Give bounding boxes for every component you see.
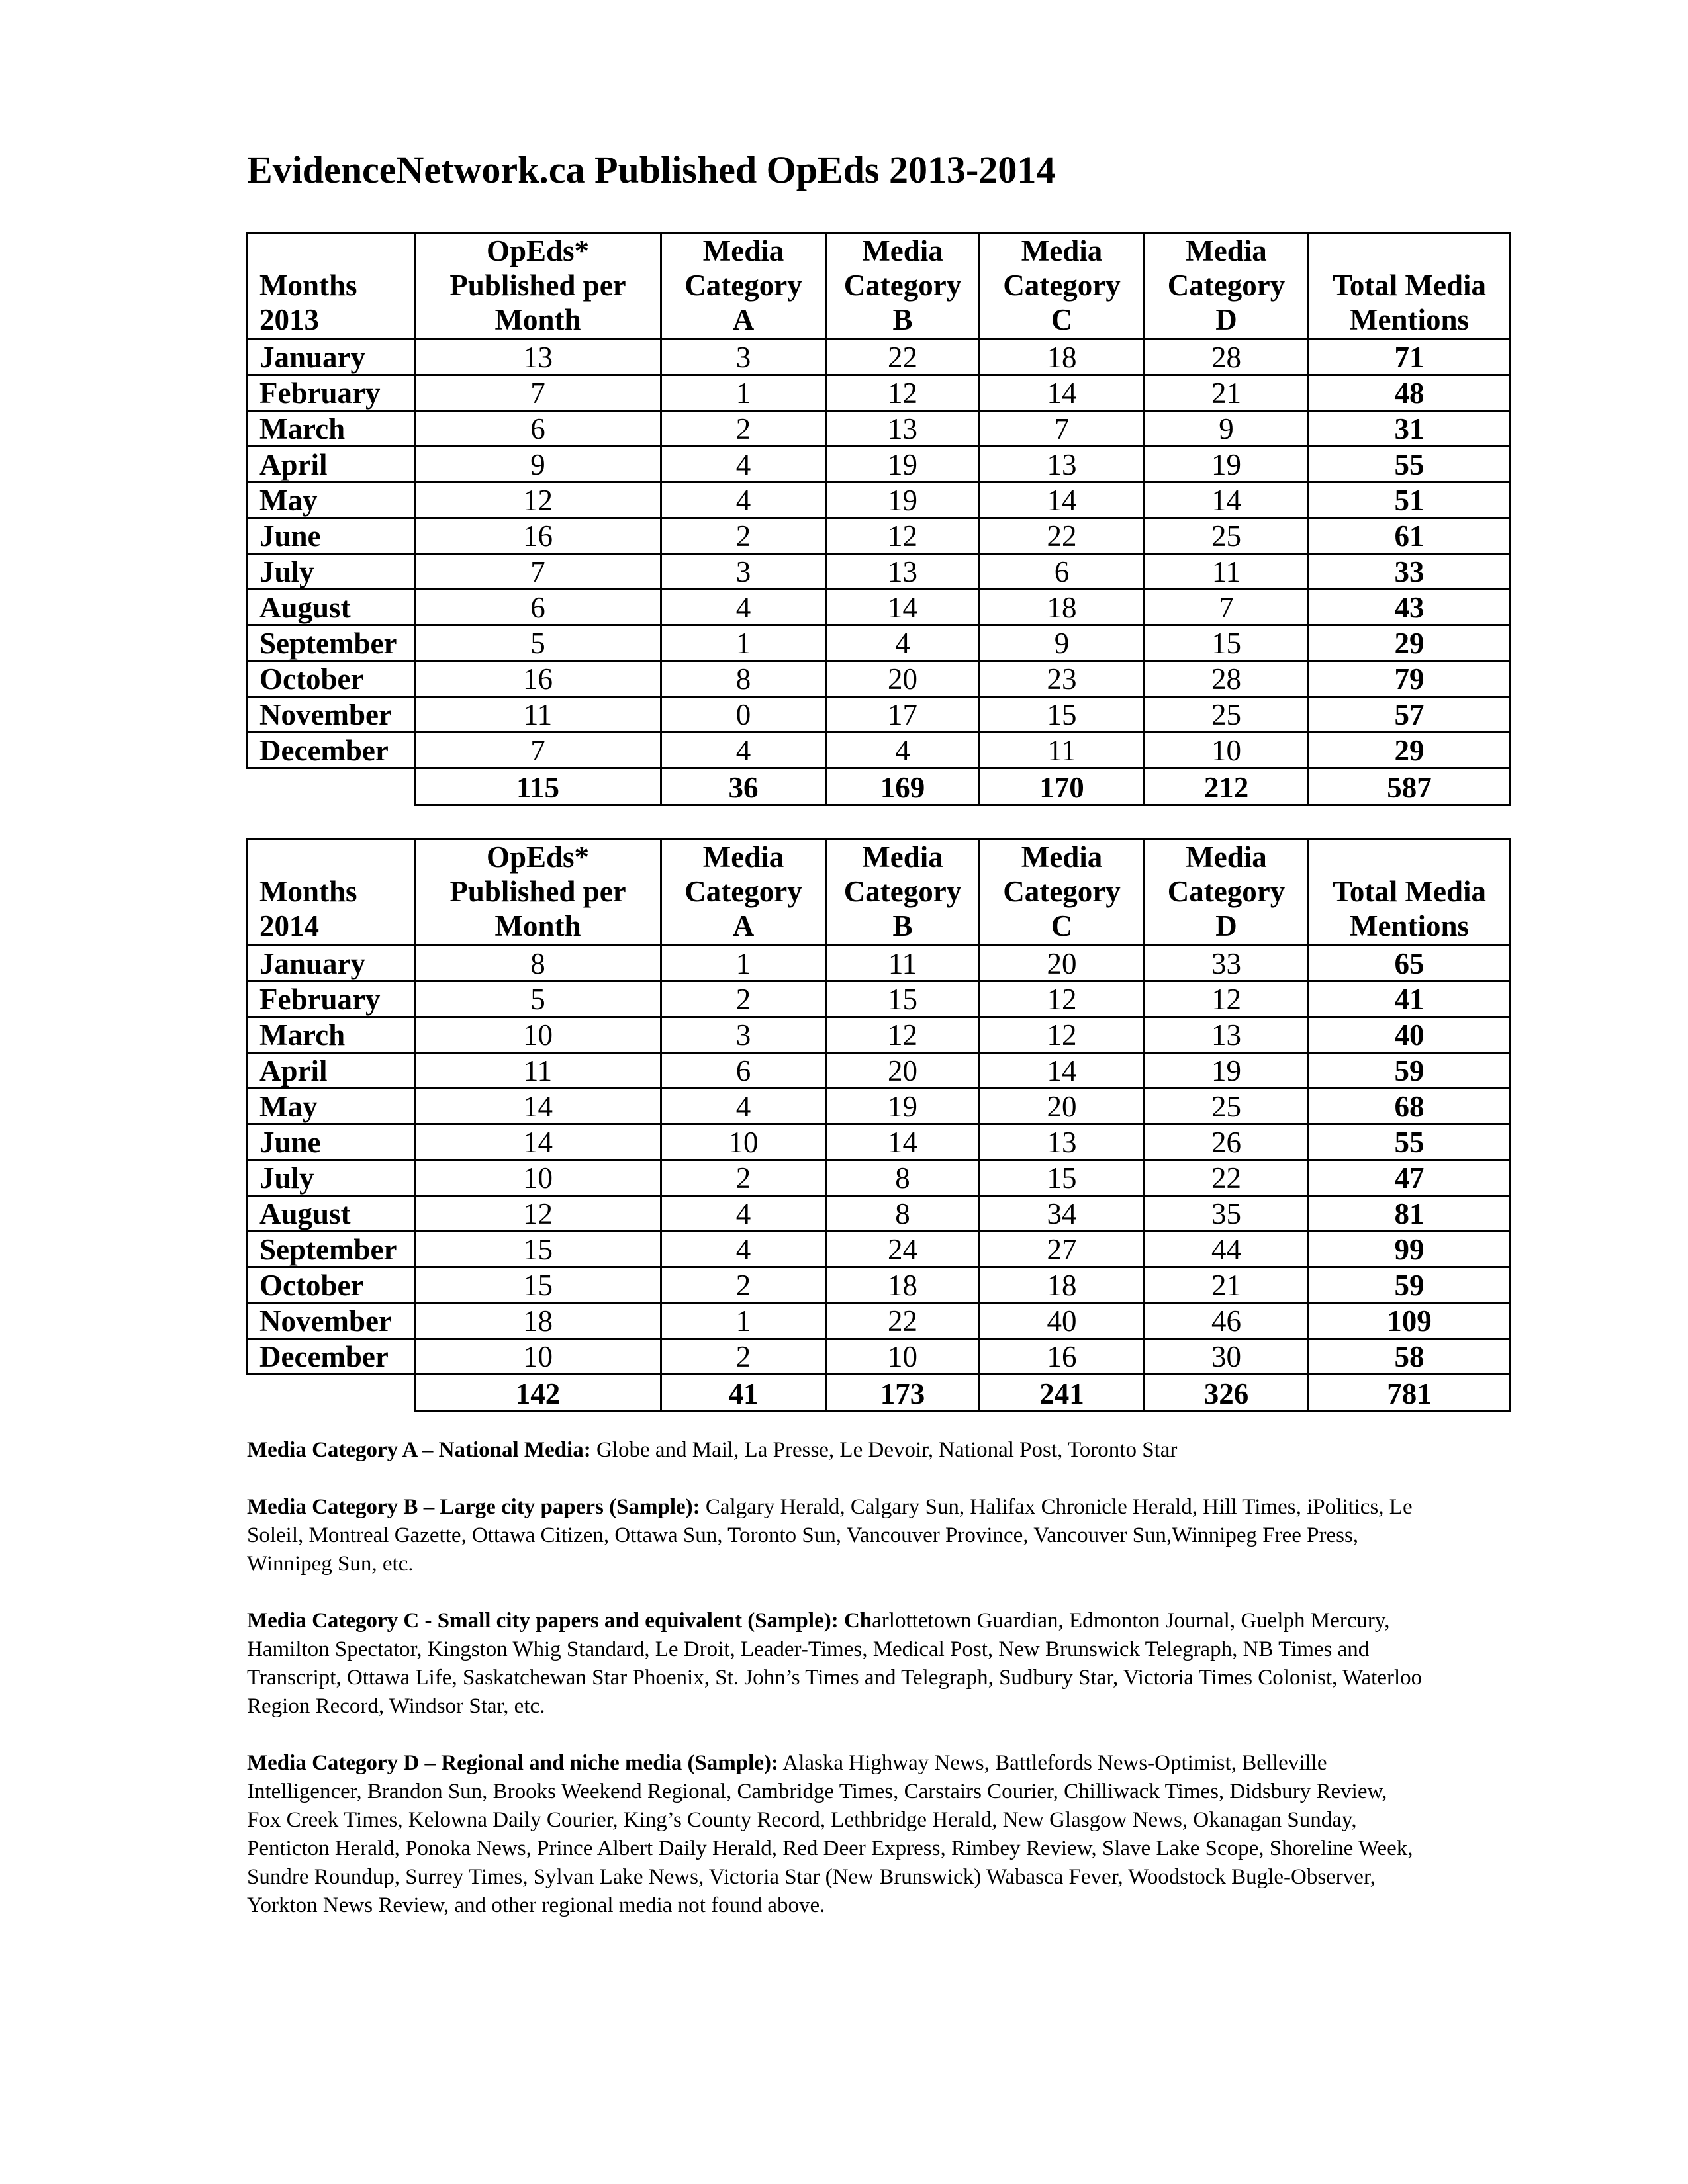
- total-category-b-cell: 169: [826, 768, 980, 805]
- total-category-b-cell: 173: [826, 1375, 980, 1412]
- category-d-cell: 25: [1145, 1089, 1309, 1124]
- category-b-cell: 14: [826, 1124, 980, 1160]
- category-a-cell: 2: [661, 1160, 826, 1196]
- category-d-cell: 22: [1145, 1160, 1309, 1196]
- category-d-cell: 15: [1145, 625, 1309, 661]
- category-b-cell: 19: [826, 447, 980, 482]
- table-row: [247, 946, 1511, 981]
- category-c-header: [980, 233, 1145, 340]
- page-title: EvidenceNetwork.ca Published OpEds 2013-2014: [247, 148, 1056, 191]
- table-row: [247, 1160, 1511, 1196]
- note-label: Media Category C - Small city papers and equivalent (Sample): Ch: [247, 1609, 872, 1633]
- category-d-cell: 28: [1145, 340, 1309, 375]
- category-b-cell: 13: [826, 411, 980, 447]
- category-d-cell: 21: [1145, 1267, 1309, 1303]
- totals-row: [247, 768, 1511, 805]
- opeds-cell: 7: [415, 554, 661, 590]
- opeds-cell: 7: [415, 733, 661, 768]
- category-b-cell: 20: [826, 661, 980, 697]
- month-cell: December: [247, 1339, 415, 1375]
- opeds-header: [415, 839, 661, 946]
- header-line: Category: [843, 875, 962, 908]
- category-b-cell: 14: [826, 590, 980, 625]
- table-row: [247, 411, 1511, 447]
- header-line: B: [892, 303, 913, 336]
- category-c-cell: 12: [980, 981, 1145, 1017]
- category-d-cell: 21: [1145, 375, 1309, 411]
- category-d-cell: 19: [1145, 447, 1309, 482]
- category-a-header: [661, 839, 826, 946]
- table-row: [247, 733, 1511, 768]
- category-a-cell: 1: [661, 946, 826, 981]
- category-a-cell: 4: [661, 447, 826, 482]
- month-cell: January: [247, 946, 415, 981]
- total-total-mentions-cell: 781: [1309, 1375, 1511, 1412]
- header-line: Category: [684, 269, 802, 302]
- category-b-cell: 10: [826, 1339, 980, 1375]
- month-cell: May: [247, 1089, 415, 1124]
- table-row: [247, 375, 1511, 411]
- total-category-a-cell: 36: [661, 768, 826, 805]
- total-mentions-cell: 65: [1309, 946, 1511, 981]
- category-d-cell: 12: [1145, 981, 1309, 1017]
- opeds-cell: 5: [415, 981, 661, 1017]
- category-d-cell: 10: [1145, 733, 1309, 768]
- category-d-cell: 19: [1145, 1053, 1309, 1089]
- opeds-cell: 11: [415, 697, 661, 733]
- category-d-cell: 25: [1145, 697, 1309, 733]
- media-category-notes: [247, 1436, 1425, 1948]
- category-c-cell: 40: [980, 1303, 1145, 1339]
- header-line: OpEds*: [486, 841, 590, 874]
- opeds-cell: 11: [415, 1053, 661, 1089]
- category-d-cell: 28: [1145, 661, 1309, 697]
- header-line: Months: [259, 875, 357, 908]
- total-mentions-cell: 99: [1309, 1232, 1511, 1267]
- category-c-cell: 20: [980, 946, 1145, 981]
- category-a-cell: 4: [661, 1196, 826, 1232]
- category-c-cell: 15: [980, 697, 1145, 733]
- category-a-cell: 4: [661, 733, 826, 768]
- opeds-cell: 10: [415, 1339, 661, 1375]
- note-label: Media Category A – National Media:: [247, 1438, 591, 1462]
- total-mentions-cell: 79: [1309, 661, 1511, 697]
- category-a-cell: 4: [661, 1089, 826, 1124]
- category-b-cell: 18: [826, 1267, 980, 1303]
- total-mentions-cell: 29: [1309, 625, 1511, 661]
- category-c-cell: 20: [980, 1089, 1145, 1124]
- header-line: Media: [862, 841, 943, 874]
- total-mentions-cell: 43: [1309, 590, 1511, 625]
- total-mentions-cell: 40: [1309, 1017, 1511, 1053]
- header-line: Category: [843, 269, 962, 302]
- total-mentions-cell: 41: [1309, 981, 1511, 1017]
- opeds-cell: 10: [415, 1017, 661, 1053]
- header-row: [247, 233, 1511, 340]
- header-line: Media: [1021, 841, 1103, 874]
- total-mentions-cell: 59: [1309, 1053, 1511, 1089]
- header-line: Category: [684, 875, 802, 908]
- totals-label-blank: [247, 768, 415, 805]
- note-category-d: [247, 1749, 1425, 1920]
- table-row: [247, 1196, 1511, 1232]
- opeds-cell: 13: [415, 340, 661, 375]
- category-d-cell: 44: [1145, 1232, 1309, 1267]
- category-d-cell: 46: [1145, 1303, 1309, 1339]
- category-b-cell: 19: [826, 1089, 980, 1124]
- category-a-cell: 4: [661, 482, 826, 518]
- category-c-cell: 7: [980, 411, 1145, 447]
- header-line: A: [732, 303, 755, 336]
- table-row: [247, 981, 1511, 1017]
- opeds-cell: 16: [415, 661, 661, 697]
- note-text: Globe and Mail, La Presse, Le Devoir, National Post, Toronto Star: [590, 1438, 1178, 1462]
- table-row: [247, 482, 1511, 518]
- category-d-cell: 25: [1145, 518, 1309, 554]
- category-c-cell: 11: [980, 733, 1145, 768]
- category-a-cell: 8: [661, 661, 826, 697]
- total-mentions-cell: 55: [1309, 447, 1511, 482]
- category-c-cell: 6: [980, 554, 1145, 590]
- note-text: arlottetown Guardian, Edmonton Journal, Guelph Mercury, Hamilton Spectator, Kingston Whig Standard, Le Droit, Leader-Times, Medical Post, New Brunswick Telegraph, NB Times and Transcript, Ottawa Life, Saskatchewan Star Phoenix, St. John’s Times and Telegraph, Sudbury Star, Victoria Times Colonist, Waterloo Region Record, Windsor Star, etc.: [247, 1609, 1423, 1718]
- header-line: Month: [494, 909, 581, 942]
- table-row: [247, 1232, 1511, 1267]
- month-cell: May: [247, 482, 415, 518]
- category-b-header: [826, 233, 980, 340]
- category-c-cell: 22: [980, 518, 1145, 554]
- header-row: [247, 839, 1511, 946]
- header-line: D: [1215, 303, 1237, 336]
- oped-table-2014: [246, 838, 1511, 1412]
- category-c-cell: 18: [980, 340, 1145, 375]
- header-line: B: [892, 909, 913, 942]
- total-mentions-cell: 55: [1309, 1124, 1511, 1160]
- total-mentions-cell: 57: [1309, 697, 1511, 733]
- header-line: D: [1215, 909, 1237, 942]
- header-line: Category: [1003, 269, 1121, 302]
- category-d-cell: 9: [1145, 411, 1309, 447]
- total-mentions-header: [1309, 233, 1511, 340]
- table-row: [247, 1089, 1511, 1124]
- table-row: [247, 518, 1511, 554]
- total-opeds-cell: 142: [415, 1375, 661, 1412]
- category-c-cell: 16: [980, 1339, 1145, 1375]
- total-mentions-cell: 68: [1309, 1089, 1511, 1124]
- opeds-cell: 16: [415, 518, 661, 554]
- total-mentions-cell: 61: [1309, 518, 1511, 554]
- category-b-cell: 15: [826, 981, 980, 1017]
- category-b-cell: 12: [826, 518, 980, 554]
- header-line: Published per: [449, 269, 626, 302]
- category-b-cell: 20: [826, 1053, 980, 1089]
- opeds-cell: 8: [415, 946, 661, 981]
- note-category-a: [247, 1436, 1425, 1465]
- months-header: [247, 233, 415, 340]
- category-c-cell: 27: [980, 1232, 1145, 1267]
- category-b-cell: 17: [826, 697, 980, 733]
- table-row: [247, 661, 1511, 697]
- category-a-cell: 3: [661, 554, 826, 590]
- opeds-cell: 9: [415, 447, 661, 482]
- category-b-cell: 8: [826, 1160, 980, 1196]
- header-line: 2014: [259, 909, 319, 942]
- total-mentions-cell: 29: [1309, 733, 1511, 768]
- opeds-cell: 6: [415, 411, 661, 447]
- month-cell: July: [247, 1160, 415, 1196]
- category-d-cell: 33: [1145, 946, 1309, 981]
- month-cell: October: [247, 661, 415, 697]
- category-d-cell: 30: [1145, 1339, 1309, 1375]
- opeds-cell: 12: [415, 482, 661, 518]
- note-text: Calgary Herald, Calgary Sun, Halifax Chronicle Herald, Hill Times, iPolitics, Le Soleil, Montreal Gazette, Ottawa Citizen, Ottawa Sun, Toronto Sun, Vancouver Province, Vancouver Sun,Winnipeg Free Press, Winnipeg Sun, etc.: [247, 1495, 1413, 1576]
- note-label: Media Category D – Regional and niche media (Sample):: [247, 1751, 778, 1775]
- category-c-cell: 13: [980, 447, 1145, 482]
- month-cell: November: [247, 697, 415, 733]
- category-a-cell: 4: [661, 590, 826, 625]
- opeds-cell: 15: [415, 1267, 661, 1303]
- category-b-header: [826, 839, 980, 946]
- category-b-cell: 22: [826, 340, 980, 375]
- header-line: Media: [1021, 234, 1103, 267]
- month-cell: December: [247, 733, 415, 768]
- month-cell: November: [247, 1303, 415, 1339]
- table-row: [247, 697, 1511, 733]
- total-category-c-cell: 170: [980, 768, 1145, 805]
- month-cell: August: [247, 590, 415, 625]
- table-row: [247, 447, 1511, 482]
- header-line: C: [1051, 303, 1073, 336]
- category-d-cell: 7: [1145, 590, 1309, 625]
- month-cell: September: [247, 625, 415, 661]
- month-cell: April: [247, 447, 415, 482]
- total-mentions-cell: 59: [1309, 1267, 1511, 1303]
- table-row: [247, 1303, 1511, 1339]
- category-b-cell: 19: [826, 482, 980, 518]
- opeds-cell: 14: [415, 1124, 661, 1160]
- total-category-d-cell: 326: [1145, 1375, 1309, 1412]
- month-cell: February: [247, 981, 415, 1017]
- category-a-cell: 3: [661, 1017, 826, 1053]
- header-line: Media: [862, 234, 943, 267]
- category-c-cell: 9: [980, 625, 1145, 661]
- note-category-b: [247, 1493, 1425, 1578]
- category-c-cell: 23: [980, 661, 1145, 697]
- header-line: 2013: [259, 303, 319, 336]
- category-b-cell: 4: [826, 733, 980, 768]
- category-a-cell: 1: [661, 625, 826, 661]
- opeds-cell: 7: [415, 375, 661, 411]
- header-line: Total Media: [1332, 875, 1487, 908]
- month-cell: June: [247, 518, 415, 554]
- category-b-cell: 12: [826, 375, 980, 411]
- category-a-cell: 1: [661, 1303, 826, 1339]
- total-mentions-cell: 47: [1309, 1160, 1511, 1196]
- total-mentions-cell: 81: [1309, 1196, 1511, 1232]
- category-a-cell: 2: [661, 518, 826, 554]
- opeds-cell: 15: [415, 1232, 661, 1267]
- category-d-cell: 14: [1145, 482, 1309, 518]
- category-c-cell: 34: [980, 1196, 1145, 1232]
- table-row: [247, 625, 1511, 661]
- total-opeds-cell: 115: [415, 768, 661, 805]
- months-header: [247, 839, 415, 946]
- category-c-cell: 12: [980, 1017, 1145, 1053]
- category-b-cell: 24: [826, 1232, 980, 1267]
- header-line: Total Media: [1332, 269, 1487, 302]
- table-row: [247, 1053, 1511, 1089]
- totals-label-blank: [247, 1375, 415, 1412]
- header-line: Media: [1186, 841, 1267, 874]
- total-mentions-header: [1309, 839, 1511, 946]
- month-cell: April: [247, 1053, 415, 1089]
- total-mentions-cell: 48: [1309, 375, 1511, 411]
- month-cell: March: [247, 411, 415, 447]
- total-mentions-cell: 109: [1309, 1303, 1511, 1339]
- category-d-cell: 13: [1145, 1017, 1309, 1053]
- note-label: Media Category B – Large city papers (Sample):: [247, 1495, 700, 1519]
- header-line: Months: [259, 269, 357, 302]
- note-category-c: [247, 1607, 1425, 1721]
- oped-table-2013: [246, 232, 1511, 806]
- table-row: [247, 1017, 1511, 1053]
- category-a-cell: 6: [661, 1053, 826, 1089]
- totals-row: [247, 1375, 1511, 1412]
- category-c-header: [980, 839, 1145, 946]
- header-line: Category: [1167, 875, 1286, 908]
- category-d-cell: 35: [1145, 1196, 1309, 1232]
- header-line: Category: [1167, 269, 1286, 302]
- category-c-cell: 18: [980, 590, 1145, 625]
- category-c-cell: 14: [980, 482, 1145, 518]
- total-mentions-cell: 51: [1309, 482, 1511, 518]
- category-c-cell: 15: [980, 1160, 1145, 1196]
- category-a-cell: 3: [661, 340, 826, 375]
- header-line: Media: [1186, 234, 1267, 267]
- opeds-cell: 5: [415, 625, 661, 661]
- table-row: [247, 1339, 1511, 1375]
- header-line: Media: [702, 841, 784, 874]
- opeds-cell: 12: [415, 1196, 661, 1232]
- total-mentions-cell: 71: [1309, 340, 1511, 375]
- opeds-cell: 18: [415, 1303, 661, 1339]
- month-cell: February: [247, 375, 415, 411]
- table-row: [247, 340, 1511, 375]
- month-cell: January: [247, 340, 415, 375]
- opeds-cell: 10: [415, 1160, 661, 1196]
- category-a-cell: 1: [661, 375, 826, 411]
- category-d-cell: 26: [1145, 1124, 1309, 1160]
- table-row: [247, 1124, 1511, 1160]
- total-category-d-cell: 212: [1145, 768, 1309, 805]
- category-d-header: [1145, 233, 1309, 340]
- opeds-cell: 14: [415, 1089, 661, 1124]
- month-cell: October: [247, 1267, 415, 1303]
- category-c-cell: 14: [980, 375, 1145, 411]
- header-line: Mentions: [1350, 303, 1469, 336]
- category-b-cell: 12: [826, 1017, 980, 1053]
- category-b-cell: 11: [826, 946, 980, 981]
- total-mentions-cell: 33: [1309, 554, 1511, 590]
- category-b-cell: 4: [826, 625, 980, 661]
- header-line: Media: [702, 234, 784, 267]
- note-text: Alaska Highway News, Battlefords News-Optimist, Belleville Intelligencer, Brandon Sun, Brooks Weekend Regional, Cambridge Times, Carstairs Courier, Chilliwack Times, Didsbury Review, Fox Creek Times, Kelowna Daily Courier, King’s County Record, Lethbridge Herald, New Glasgow News, Okanagan Sunday, Penticton Herald, Ponoka News, Prince Albert Daily Herald, Red Deer Express, Rimbey Review, Slave Lake Scope, Shoreline Week, Sundre Roundup, Surrey Times, Sylvan Lake News, Victoria Star (New Brunswick) Wabasca Fever, Woodstock Bugle-Observer, Yorkton News Review, and other regional media not found above.: [247, 1751, 1413, 1917]
- category-a-cell: 0: [661, 697, 826, 733]
- month-cell: August: [247, 1196, 415, 1232]
- header-line: Mentions: [1350, 909, 1469, 942]
- category-c-cell: 18: [980, 1267, 1145, 1303]
- total-mentions-cell: 58: [1309, 1339, 1511, 1375]
- category-d-header: [1145, 839, 1309, 946]
- month-cell: September: [247, 1232, 415, 1267]
- category-a-cell: 2: [661, 981, 826, 1017]
- category-a-cell: 2: [661, 411, 826, 447]
- table-row: [247, 554, 1511, 590]
- total-category-a-cell: 41: [661, 1375, 826, 1412]
- category-b-cell: 13: [826, 554, 980, 590]
- table-row: [247, 590, 1511, 625]
- header-line: C: [1051, 909, 1073, 942]
- table-row: [247, 1267, 1511, 1303]
- opeds-header: [415, 233, 661, 340]
- header-line: A: [732, 909, 755, 942]
- total-category-c-cell: 241: [980, 1375, 1145, 1412]
- month-cell: March: [247, 1017, 415, 1053]
- total-mentions-cell: 31: [1309, 411, 1511, 447]
- category-a-cell: 2: [661, 1267, 826, 1303]
- opeds-cell: 6: [415, 590, 661, 625]
- category-c-cell: 14: [980, 1053, 1145, 1089]
- header-line: Published per: [449, 875, 626, 908]
- category-c-cell: 13: [980, 1124, 1145, 1160]
- month-cell: July: [247, 554, 415, 590]
- header-line: OpEds*: [486, 234, 590, 267]
- category-b-cell: 8: [826, 1196, 980, 1232]
- category-a-header: [661, 233, 826, 340]
- category-a-cell: 4: [661, 1232, 826, 1267]
- header-line: Category: [1003, 875, 1121, 908]
- header-line: Month: [494, 303, 581, 336]
- category-b-cell: 22: [826, 1303, 980, 1339]
- total-total-mentions-cell: 587: [1309, 768, 1511, 805]
- category-a-cell: 2: [661, 1339, 826, 1375]
- category-d-cell: 11: [1145, 554, 1309, 590]
- category-a-cell: 10: [661, 1124, 826, 1160]
- month-cell: June: [247, 1124, 415, 1160]
